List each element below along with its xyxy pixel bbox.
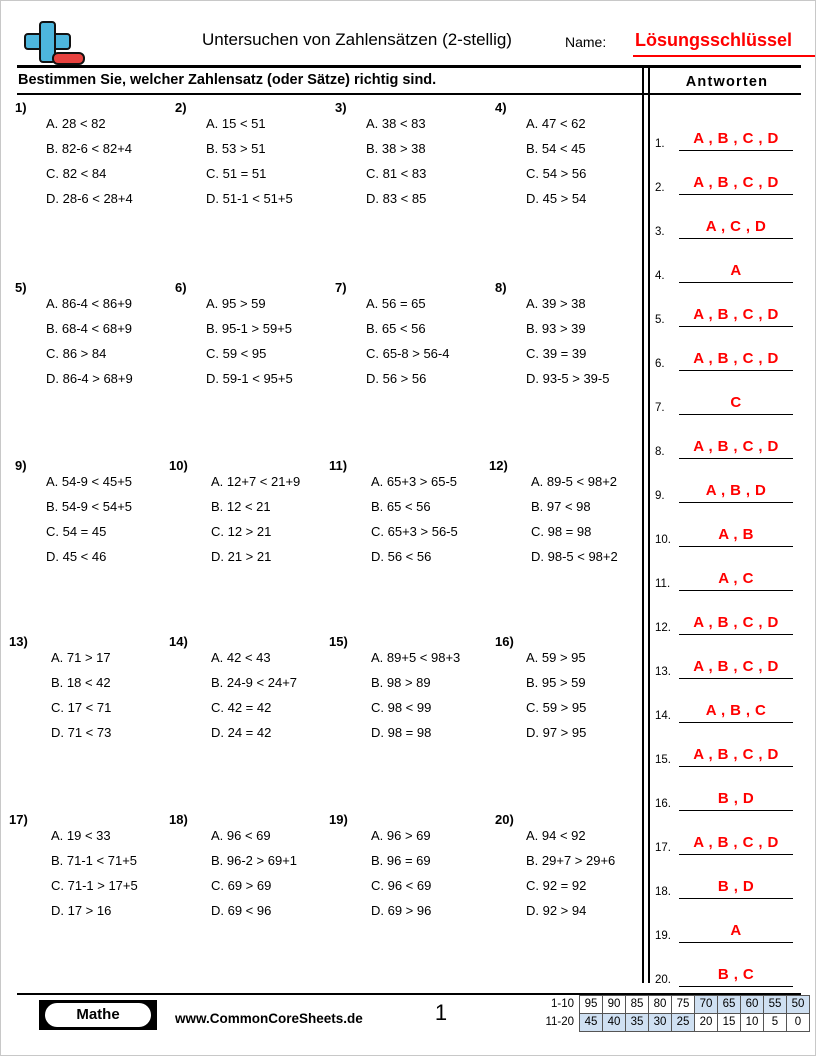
- page-title: Untersuchen von Zahlensätzen (2-stellig): [202, 30, 512, 49]
- question-options: [526, 291, 646, 391]
- score-cell: 65: [718, 996, 741, 1014]
- question-option[interactable]: A. 39 > 38: [526, 296, 586, 311]
- question-number: 3): [335, 100, 347, 115]
- question-number: 8): [495, 280, 507, 295]
- question-option[interactable]: A. 59 > 95: [526, 650, 586, 665]
- question-option[interactable]: D. 98 = 98: [371, 725, 432, 740]
- question-options: [526, 823, 646, 923]
- question-option[interactable]: D. 92 > 94: [526, 903, 587, 918]
- question-item: [321, 809, 481, 987]
- answer-row: [653, 771, 801, 811]
- instruction-text: Bestimmen Sie, welcher Zahlensatz (oder Sätze) richtig sind.: [18, 72, 437, 88]
- name-label: Name:: [565, 34, 607, 50]
- question-option[interactable]: D. 56 < 56: [371, 549, 432, 564]
- question-option[interactable]: B. 96 = 69: [371, 853, 431, 868]
- question-option[interactable]: B. 97 < 98: [531, 499, 591, 514]
- question-number: 5): [15, 280, 27, 295]
- answer-value: A , B , C , D: [693, 174, 779, 191]
- answer-value: A: [730, 262, 742, 279]
- answer-line: [679, 502, 793, 503]
- site-url: www.CommonCoreSheets.de: [175, 1011, 363, 1026]
- plus-minus-icon: [17, 19, 87, 67]
- answer-value: A , B , C , D: [693, 130, 779, 147]
- answer-line: [679, 766, 793, 767]
- question-option[interactable]: B. 95 > 59: [526, 675, 586, 690]
- question-option[interactable]: D. 93-5 > 39-5: [526, 371, 610, 386]
- answer-value: A: [730, 922, 742, 939]
- question-option[interactable]: C. 59 > 95: [526, 700, 587, 715]
- score-row-label: 11-20: [545, 1016, 574, 1028]
- question-options: [51, 823, 171, 923]
- question-options: [206, 291, 326, 391]
- score-cell: 95: [580, 996, 603, 1014]
- question-option[interactable]: A. 89-5 < 98+2: [531, 474, 618, 489]
- answer-key-label: Lösungsschlüssel: [635, 30, 793, 50]
- answer-number: 8.: [655, 446, 665, 458]
- question-option[interactable]: A. 42 < 43: [211, 650, 271, 665]
- answer-value: B , D: [717, 790, 755, 807]
- answer-line: [679, 634, 793, 635]
- answer-line: [679, 722, 793, 723]
- question-item: [481, 277, 641, 455]
- answer-line: [679, 458, 793, 459]
- score-cell: 5: [764, 1014, 787, 1032]
- question-option[interactable]: C. 17 < 71: [51, 700, 112, 715]
- score-cell: 0: [787, 1014, 810, 1032]
- question-number: 4): [495, 100, 507, 115]
- score-cell: 10: [741, 1014, 764, 1032]
- question-number: 17): [9, 812, 28, 827]
- question-option[interactable]: B. 82-6 < 82+4: [46, 141, 133, 156]
- question-options: [211, 469, 331, 569]
- answer-value: C: [730, 394, 742, 411]
- question-item: [161, 809, 321, 987]
- question-option[interactable]: D. 51-1 < 51+5: [206, 191, 293, 206]
- question-option[interactable]: B. 18 < 42: [51, 675, 111, 690]
- answer-row: [653, 815, 801, 855]
- question-item: [481, 97, 641, 275]
- questions-grid: [1, 97, 641, 977]
- question-option[interactable]: A. 71 > 17: [51, 650, 111, 665]
- answer-row: [653, 595, 801, 635]
- name-underline: [633, 55, 816, 57]
- question-option[interactable]: A. 94 < 92: [526, 828, 586, 843]
- score-cell: 70: [695, 996, 718, 1014]
- answer-number: 3.: [655, 226, 665, 238]
- question-option[interactable]: B. 29+7 > 29+6: [526, 853, 616, 868]
- question-option[interactable]: D. 17 > 16: [51, 903, 112, 918]
- score-cell: 55: [764, 996, 787, 1014]
- answer-row: [653, 243, 801, 283]
- question-option[interactable]: C. 42 = 42: [211, 700, 272, 715]
- answer-line: [679, 986, 793, 987]
- answer-line: [679, 282, 793, 283]
- answer-row: [653, 551, 801, 591]
- answer-number: 6.: [655, 358, 665, 370]
- question-option[interactable]: B. 38 > 38: [366, 141, 426, 156]
- score-row: [532, 1014, 810, 1032]
- question-option[interactable]: D. 24 = 42: [211, 725, 272, 740]
- answer-number: 11.: [655, 578, 671, 590]
- question-option[interactable]: C. 39 = 39: [526, 346, 587, 361]
- question-option[interactable]: D. 86-4 > 68+9: [46, 371, 133, 386]
- question-options: [46, 291, 166, 391]
- question-options: [366, 111, 486, 211]
- question-option[interactable]: D. 45 > 54: [526, 191, 587, 206]
- question-options: [531, 469, 651, 569]
- question-option[interactable]: C. 71-1 > 17+5: [51, 878, 138, 893]
- question-item: [1, 97, 161, 275]
- question-options: [51, 645, 171, 745]
- score-cell: 20: [695, 1014, 718, 1032]
- question-item: [161, 277, 321, 455]
- brand-badge: [39, 1000, 157, 1030]
- question-number: 16): [495, 634, 514, 649]
- score-row-label: 1-10: [550, 998, 574, 1010]
- answer-line: [679, 370, 793, 371]
- question-option[interactable]: A. 65+3 > 65-5: [371, 474, 458, 489]
- question-options: [371, 645, 491, 745]
- answer-number: 10.: [655, 534, 671, 546]
- question-options: [371, 469, 491, 569]
- answer-number: 13.: [655, 666, 671, 678]
- question-item: [481, 809, 641, 987]
- question-option[interactable]: C. 59 < 95: [206, 346, 267, 361]
- answer-line: [679, 898, 793, 899]
- question-option[interactable]: A. 38 < 83: [366, 116, 426, 131]
- question-item: [1, 277, 161, 455]
- question-option[interactable]: A. 96 > 69: [371, 828, 431, 843]
- question-option[interactable]: A. 54-9 < 45+5: [46, 474, 133, 489]
- page-header: [17, 15, 801, 67]
- question-option[interactable]: C. 86 > 84: [46, 346, 107, 361]
- question-row: [1, 455, 641, 633]
- answer-value: A , B , D: [705, 482, 767, 499]
- question-option[interactable]: C. 96 < 69: [371, 878, 432, 893]
- question-option[interactable]: D. 71 < 73: [51, 725, 112, 740]
- question-options: [366, 291, 486, 391]
- question-options: [526, 645, 646, 745]
- question-number: 15): [329, 634, 348, 649]
- answer-number: 19.: [655, 930, 671, 942]
- answer-row: [653, 903, 801, 943]
- question-option[interactable]: D. 69 < 96: [211, 903, 272, 918]
- question-row: [1, 97, 641, 275]
- question-option[interactable]: C. 92 = 92: [526, 878, 587, 893]
- plus-center-fill: [42, 36, 54, 48]
- question-option[interactable]: A. 89+5 < 98+3: [371, 650, 461, 665]
- question-number: 19): [329, 812, 348, 827]
- answer-row: [653, 947, 801, 987]
- score-cell: 60: [741, 996, 764, 1014]
- answer-row: [653, 859, 801, 899]
- question-option[interactable]: C. 81 < 83: [366, 166, 427, 181]
- question-option[interactable]: B. 24-9 < 24+7: [211, 675, 298, 690]
- question-option[interactable]: A. 56 = 65: [366, 296, 426, 311]
- question-option[interactable]: A. 12+7 < 21+9: [211, 474, 301, 489]
- question-number: 6): [175, 280, 187, 295]
- question-option[interactable]: B. 93 > 39: [526, 321, 586, 336]
- question-number: 2): [175, 100, 187, 115]
- score-cell: 30: [649, 1014, 672, 1032]
- answer-number: 9.: [655, 490, 665, 502]
- answer-line: [679, 546, 793, 547]
- question-options: [206, 111, 326, 211]
- question-options: [211, 645, 331, 745]
- question-option[interactable]: D. 59-1 < 95+5: [206, 371, 293, 386]
- answer-number: 16.: [655, 798, 671, 810]
- question-options: [46, 111, 166, 211]
- score-cell: 25: [672, 1014, 695, 1032]
- question-item: [321, 277, 481, 455]
- question-option[interactable]: B. 54 < 45: [526, 141, 586, 156]
- answer-row: [653, 683, 801, 723]
- question-option[interactable]: A. 95 > 59: [206, 296, 266, 311]
- answer-number: 4.: [655, 270, 665, 282]
- question-option[interactable]: B. 54-9 < 54+5: [46, 499, 133, 514]
- question-option[interactable]: C. 98 = 98: [531, 524, 592, 539]
- answer-number: 12.: [655, 622, 671, 634]
- answer-value: A , B , C , D: [693, 746, 779, 763]
- brand-label: Mathe: [45, 1003, 151, 1027]
- question-option[interactable]: A. 47 < 62: [526, 116, 586, 131]
- question-item: [481, 631, 641, 809]
- question-item: [1, 631, 161, 809]
- answer-line: [679, 942, 793, 943]
- answer-number: 17.: [655, 842, 671, 854]
- score-table: [532, 995, 810, 1032]
- question-option[interactable]: B. 65 < 56: [366, 321, 426, 336]
- answer-value: A , B: [718, 526, 754, 543]
- question-number: 1): [15, 100, 27, 115]
- score-cell: 90: [603, 996, 626, 1014]
- answer-line: [679, 590, 793, 591]
- answer-value: A , B , C , D: [693, 438, 779, 455]
- answer-row: [653, 375, 801, 415]
- answer-line: [679, 414, 793, 415]
- question-option[interactable]: B. 98 > 89: [371, 675, 431, 690]
- question-number: 14): [169, 634, 188, 649]
- question-options: [526, 111, 646, 211]
- answer-key-header: Antworten: [653, 73, 801, 95]
- question-option[interactable]: B. 71-1 < 71+5: [51, 853, 138, 868]
- answer-number: 20.: [655, 974, 671, 986]
- question-item: [1, 809, 161, 987]
- question-number: 20): [495, 812, 514, 827]
- answer-value: A , B , C , D: [693, 658, 779, 675]
- question-option[interactable]: A. 28 < 82: [46, 116, 106, 131]
- answer-number: 5.: [655, 314, 665, 326]
- question-item: [161, 97, 321, 275]
- question-number: 13): [9, 634, 28, 649]
- page-number: 1: [434, 1000, 448, 1025]
- question-option[interactable]: B. 68-4 < 68+9: [46, 321, 133, 336]
- question-option[interactable]: D. 21 > 21: [211, 549, 272, 564]
- answer-number: 18.: [655, 886, 671, 898]
- answer-value: A , C: [718, 570, 754, 587]
- question-option[interactable]: D. 69 > 96: [371, 903, 432, 918]
- answer-value: A , B , C , D: [693, 614, 779, 631]
- question-option[interactable]: C. 69 > 69: [211, 878, 272, 893]
- answer-key-panel: [653, 69, 801, 984]
- answer-number: 1.: [655, 138, 665, 150]
- question-option[interactable]: D. 97 > 95: [526, 725, 587, 740]
- answer-row: [653, 507, 801, 547]
- question-option[interactable]: C. 65+3 > 56-5: [371, 524, 458, 539]
- question-option[interactable]: C. 54 = 45: [46, 524, 107, 539]
- score-cell: 40: [603, 1014, 626, 1032]
- score-cell: 35: [626, 1014, 649, 1032]
- question-option[interactable]: D. 56 > 56: [366, 371, 427, 386]
- question-option[interactable]: A. 19 < 33: [51, 828, 111, 843]
- question-option[interactable]: D. 28-6 < 28+4: [46, 191, 133, 206]
- question-option[interactable]: C. 98 < 99: [371, 700, 432, 715]
- question-number: 7): [335, 280, 347, 295]
- question-option[interactable]: B. 53 > 51: [206, 141, 266, 156]
- question-option[interactable]: C. 65-8 > 56-4: [366, 346, 450, 361]
- question-item: [161, 631, 321, 809]
- answer-row: [653, 727, 801, 767]
- question-number: 11): [329, 458, 348, 473]
- answer-value: A , B , C: [705, 702, 767, 719]
- answer-value: A , B , C , D: [693, 350, 779, 367]
- answer-line: [679, 238, 793, 239]
- score-cell: 50: [787, 996, 810, 1014]
- answer-line: [679, 678, 793, 679]
- question-row: [1, 277, 641, 455]
- question-option[interactable]: B. 65 < 56: [371, 499, 431, 514]
- question-item: [1, 455, 161, 633]
- question-option[interactable]: B. 96-2 > 69+1: [211, 853, 298, 868]
- answer-row: [653, 199, 801, 239]
- question-number: 18): [169, 812, 188, 827]
- answer-row: [653, 287, 801, 327]
- answer-value: A , C , D: [705, 218, 767, 235]
- answer-line: [679, 854, 793, 855]
- answer-row: [653, 155, 801, 195]
- answer-row: [653, 111, 801, 151]
- answer-row: [653, 331, 801, 371]
- question-row: [1, 631, 641, 809]
- question-item: [481, 455, 641, 633]
- question-option[interactable]: A. 96 < 69: [211, 828, 271, 843]
- question-options: [371, 823, 491, 923]
- question-options: [211, 823, 331, 923]
- question-item: [321, 631, 481, 809]
- minus-bar: [52, 52, 85, 65]
- question-number: 9): [15, 458, 27, 473]
- answer-number: 14.: [655, 710, 671, 722]
- question-number: 10): [169, 458, 188, 473]
- answer-value: A , B , C , D: [693, 834, 779, 851]
- answer-number: 2.: [655, 182, 665, 194]
- question-option[interactable]: B. 95-1 > 59+5: [206, 321, 293, 336]
- answer-row: [653, 463, 801, 503]
- score-cell: 75: [672, 996, 695, 1014]
- question-option[interactable]: A. 86-4 < 86+9: [46, 296, 133, 311]
- answer-row: [653, 419, 801, 459]
- question-options: [46, 469, 166, 569]
- answer-value: B , C: [717, 966, 755, 983]
- question-option[interactable]: C. 12 > 21: [211, 524, 272, 539]
- answer-number: 7.: [655, 402, 665, 414]
- question-item: [161, 455, 321, 633]
- score-cell: 85: [626, 996, 649, 1014]
- question-item: [321, 97, 481, 275]
- question-option[interactable]: C. 54 > 56: [526, 166, 587, 181]
- answer-line: [679, 326, 793, 327]
- question-option[interactable]: D. 98-5 < 98+2: [531, 549, 618, 564]
- answer-number: 15.: [655, 754, 671, 766]
- question-option[interactable]: B. 12 < 21: [211, 499, 271, 514]
- score-cell: 45: [580, 1014, 603, 1032]
- answer-line: [679, 150, 793, 151]
- question-option[interactable]: A. 15 < 51: [206, 116, 266, 131]
- answer-value: B , D: [717, 878, 755, 895]
- question-option[interactable]: C. 51 = 51: [206, 166, 267, 181]
- score-row: [532, 996, 810, 1014]
- question-row: [1, 809, 641, 987]
- question-option[interactable]: C. 82 < 84: [46, 166, 107, 181]
- question-option[interactable]: D. 83 < 85: [366, 191, 427, 206]
- answer-row: [653, 639, 801, 679]
- question-option[interactable]: D. 45 < 46: [46, 549, 107, 564]
- score-cell: 80: [649, 996, 672, 1014]
- question-number: 12): [489, 458, 508, 473]
- answer-line: [679, 194, 793, 195]
- header-divider: [17, 65, 801, 68]
- answer-line: [679, 810, 793, 811]
- score-cell: 15: [718, 1014, 741, 1032]
- question-item: [321, 455, 481, 633]
- answer-value: A , B , C , D: [693, 306, 779, 323]
